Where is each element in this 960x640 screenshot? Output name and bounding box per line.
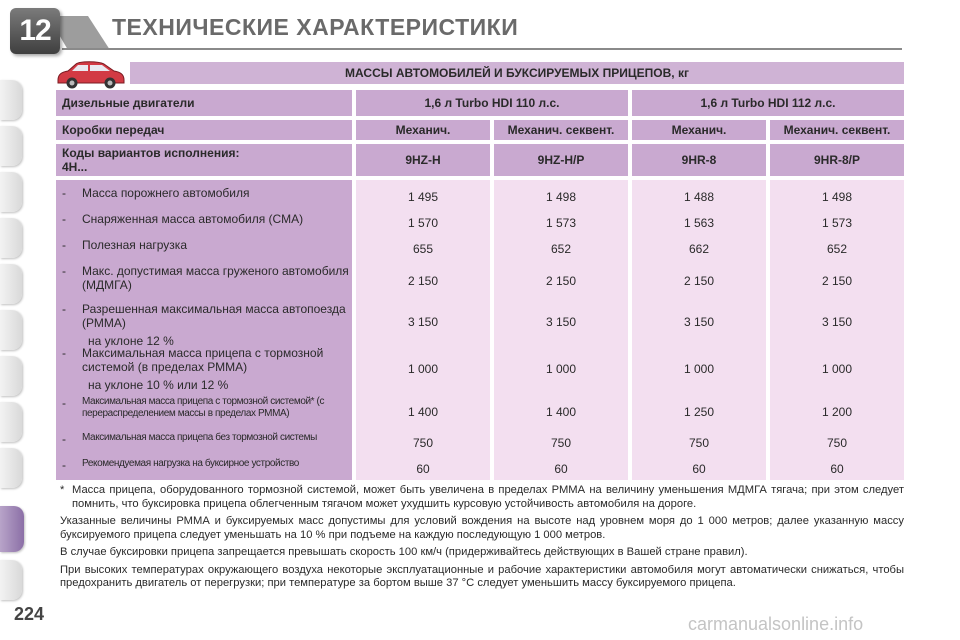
row-label-text: Максимальная масса прицепа с тормозной системой (в пределах РММА) bbox=[82, 346, 324, 374]
table-cell: 1 000 bbox=[545, 362, 577, 376]
table-cell: 1 000 bbox=[683, 362, 715, 376]
chapter-tab[interactable] bbox=[0, 560, 22, 600]
variant-label-line: Коды вариантов исполнения: bbox=[62, 146, 240, 160]
variant-label-line: 4H... bbox=[62, 160, 88, 174]
row-dash: - bbox=[62, 264, 66, 278]
table-cell: 1 498 bbox=[821, 190, 853, 204]
row-label bbox=[56, 432, 352, 454]
row-dash: - bbox=[62, 458, 66, 472]
chapter-tab[interactable] bbox=[0, 80, 22, 120]
gearbox-label: Коробки передач bbox=[56, 120, 352, 140]
table-cell: 652 bbox=[826, 242, 848, 256]
table-cell: 1 488 bbox=[683, 190, 715, 204]
note-paragraph: При высоких температурах окружающего воздуха некоторые эксплуатационные и рабочие характеристики автомобиля могут автоматически снижаться, чтобы предохранить двигатель от перегрузки; при температуре за бортом выше 37 °C следует уменьшить массу буксируемого прицепа. bbox=[60, 563, 904, 589]
table-cell: 1 200 bbox=[821, 405, 853, 419]
chapter-tab[interactable] bbox=[0, 448, 22, 488]
chapter-tab-strip bbox=[0, 0, 24, 640]
row-dash: - bbox=[62, 212, 66, 226]
table-cell: 60 bbox=[554, 462, 568, 476]
row-dash: - bbox=[62, 432, 66, 446]
page-title: ТЕХНИЧЕСКИЕ ХАРАКТЕРИСТИКИ bbox=[112, 14, 519, 40]
row-dash: - bbox=[62, 396, 66, 410]
watermark: carmanualsonline.info bbox=[688, 614, 864, 634]
footnote bbox=[60, 484, 904, 511]
row-label bbox=[56, 264, 352, 298]
row-label bbox=[56, 346, 352, 392]
row-label-text: Снаряженная масса автомобиля (СМА) bbox=[82, 212, 304, 226]
row-label-text: Максимальная масса прицепа с тормозной системой* (с перераспределением массы в пределах РММА) bbox=[82, 396, 325, 419]
table-cell: 1 250 bbox=[683, 405, 715, 419]
table-caption: МАССЫ АВТОМОБИЛЕЙ И БУКСИРУЕМЫХ ПРИЦЕПОВ, кг bbox=[130, 62, 904, 84]
row-label bbox=[56, 212, 352, 234]
row-label bbox=[56, 458, 352, 480]
table-cell: 2 150 bbox=[683, 274, 715, 288]
row-label-text: Максимальная масса прицепа без тормозной системы bbox=[82, 432, 317, 443]
table-cell: 3 150 bbox=[545, 315, 577, 329]
table-cell: 3 150 bbox=[683, 315, 715, 329]
table-cell: 652 bbox=[550, 242, 572, 256]
row-label bbox=[56, 396, 352, 428]
header-rule bbox=[62, 48, 902, 50]
table-cell: 1 573 bbox=[545, 216, 577, 230]
chapter-tab[interactable] bbox=[0, 218, 22, 258]
table-cell: 655 bbox=[412, 242, 434, 256]
row-label-text: Макс. допустимая масса груженого автомобиля (МДМГА) bbox=[82, 264, 349, 292]
table-cell: 3 150 bbox=[407, 315, 439, 329]
page-number: 224 bbox=[14, 604, 45, 624]
table-cell: 1 573 bbox=[821, 216, 853, 230]
table-cell: 60 bbox=[830, 462, 844, 476]
chapter-tab[interactable] bbox=[0, 356, 22, 396]
table-cell: 750 bbox=[412, 436, 434, 450]
engines-label: Дизельные двигатели bbox=[56, 90, 352, 116]
variant-header: 9HR-8 bbox=[632, 144, 766, 176]
footnote-text: Масса прицепа, оборудованного тормозной системой, может быть увеличена в пределах РММА на величину уменьшения МДМГА тягача; при этом следует помнить, что буксировка прицепа облегченным тягачом может ухудшить курсовую устойчивость автомобиля на дороге. bbox=[72, 484, 904, 510]
row-label-sub: на уклоне 10 % или 12 % bbox=[88, 378, 229, 392]
gearbox-header: Механич. секвент. bbox=[770, 120, 904, 140]
row-dash: - bbox=[62, 186, 66, 200]
chapter-tab-active[interactable] bbox=[0, 506, 24, 552]
table-cell: 1 400 bbox=[407, 405, 439, 419]
table-cell: 3 150 bbox=[821, 315, 853, 329]
note-paragraph: Указанные величины РММА и буксируемых масс допустимы для условий вождения на высоте над уровнем моря до 1 000 метров; далее указанную массу буксируемого прицепа следует уменьшать на 10 % при подъеме на каждую последующую 1 000 метров. bbox=[60, 515, 904, 541]
row-label-text: Разрешенная максимальная масса автопоезда (РММА) bbox=[82, 302, 346, 330]
engine-header: 1,6 л Turbo HDI 112 л.с. bbox=[632, 90, 904, 116]
variant-header: 9HR-8/P bbox=[770, 144, 904, 176]
table-cell: 1 400 bbox=[545, 405, 577, 419]
notes bbox=[60, 484, 904, 595]
row-label-text: Масса порожнего автомобиля bbox=[82, 186, 250, 200]
table-cell: 1 000 bbox=[821, 362, 853, 376]
gearbox-header: Механич. bbox=[356, 120, 490, 140]
table-cell: 2 150 bbox=[407, 274, 439, 288]
chapter-tab[interactable] bbox=[0, 402, 22, 442]
chapter-number-badge: 12 bbox=[10, 8, 60, 54]
table-cell: 750 bbox=[550, 436, 572, 450]
note-paragraph: В случае буксировки прицепа запрещается превышать скорость 100 км/ч (придерживайтесь действующих в Вашей стране правил). bbox=[60, 546, 748, 558]
gearbox-header: Механич. секвент. bbox=[494, 120, 628, 140]
table-cell: 1 498 bbox=[545, 190, 577, 204]
table-cell: 60 bbox=[416, 462, 430, 476]
table-cell: 1 563 bbox=[683, 216, 715, 230]
table-cell: 662 bbox=[688, 242, 710, 256]
row-label-text: Рекомендуемая нагрузка на буксирное устройство bbox=[82, 458, 299, 469]
table-cell: 750 bbox=[688, 436, 710, 450]
chapter-tab[interactable] bbox=[0, 126, 22, 166]
row-label bbox=[56, 238, 352, 260]
footnote-mark: * bbox=[60, 484, 65, 496]
table-cell: 1 570 bbox=[407, 216, 439, 230]
row-label bbox=[56, 186, 352, 208]
chapter-tab[interactable] bbox=[0, 172, 22, 212]
table-cell: 1 000 bbox=[407, 362, 439, 376]
row-label-text: Полезная нагрузка bbox=[82, 238, 187, 252]
row-label-sub: на уклоне 12 % bbox=[88, 334, 174, 348]
table-cell: 60 bbox=[692, 462, 706, 476]
table-cell: 1 495 bbox=[407, 190, 439, 204]
variant-header: 9HZ-H bbox=[356, 144, 490, 176]
gearbox-header: Механич. bbox=[632, 120, 766, 140]
table-cell: 750 bbox=[826, 436, 848, 450]
chapter-tab[interactable] bbox=[0, 264, 22, 304]
row-dash: - bbox=[62, 346, 66, 360]
row-dash: - bbox=[62, 238, 66, 252]
engine-header: 1,6 л Turbo HDI 110 л.с. bbox=[356, 90, 628, 116]
table-cell: 2 150 bbox=[545, 274, 577, 288]
variant-label bbox=[56, 144, 352, 176]
chapter-tab[interactable] bbox=[0, 310, 22, 350]
row-dash: - bbox=[62, 302, 66, 316]
table-cell: 2 150 bbox=[821, 274, 853, 288]
variant-header: 9HZ-H/P bbox=[494, 144, 628, 176]
row-label bbox=[56, 302, 352, 348]
car-icon bbox=[54, 56, 126, 90]
